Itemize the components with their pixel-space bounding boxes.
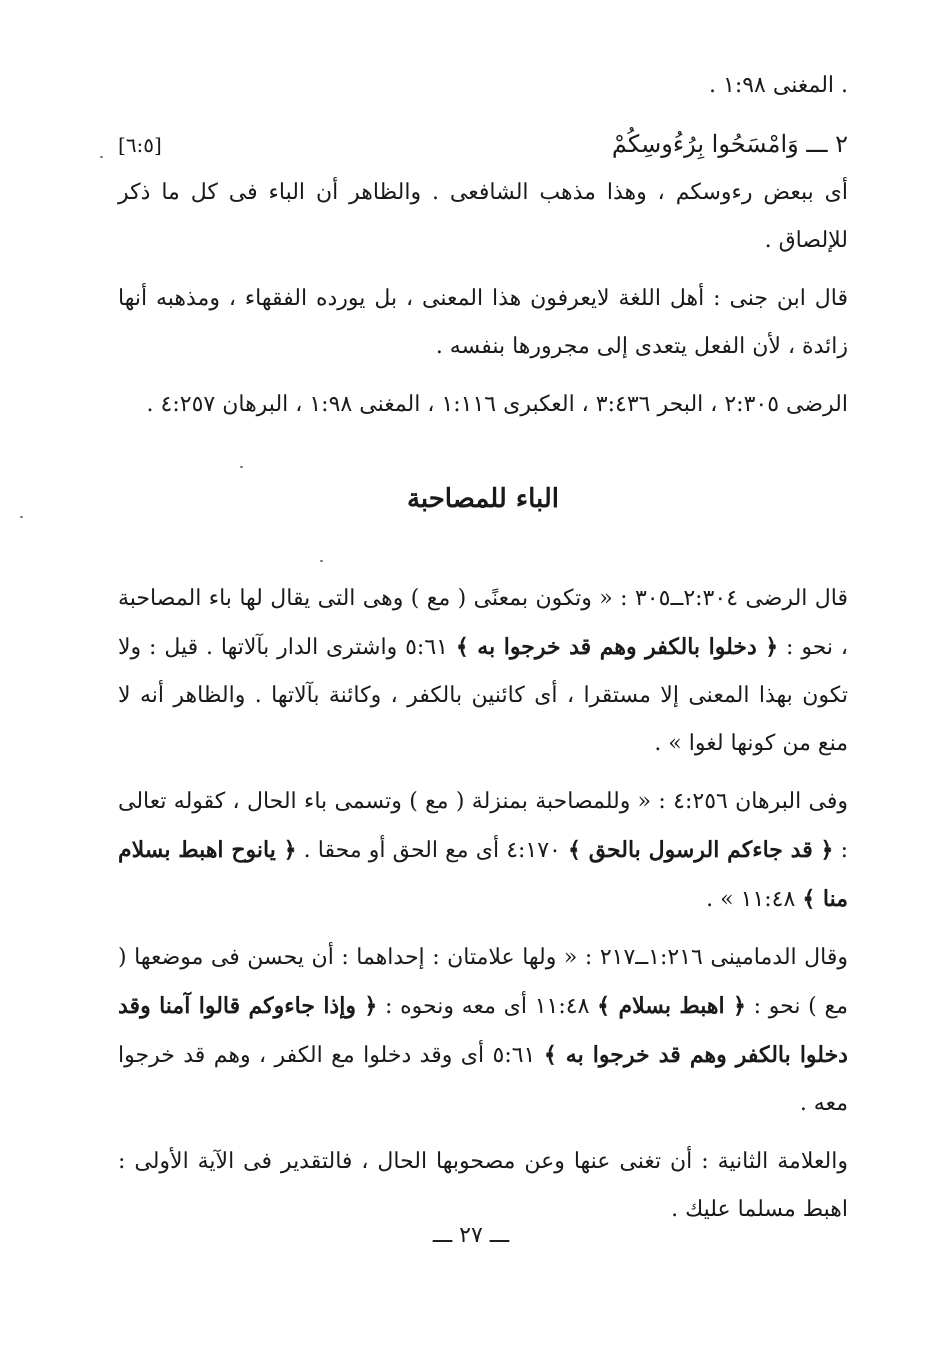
quran-quote: ﴿ اهبط بسلام ﴾ (597, 993, 746, 1019)
paragraph-burhan-part-c: ١١:٤٨ » . (706, 887, 803, 912)
quran-quote: ﴿ قد جاءكم الرسول بالحق ﴾ (568, 837, 834, 863)
paragraph-radi-part-b: ٥:٦١ واشترى الدار بآلاتها . قيل : ولا تكون بهذا المعنى إلا مستقرا ، أى كائنين بالكفر ، وكائنة بآلاتها . والظاهر أنه لا منع من كونها لغوا » . (118, 635, 848, 756)
verse-reference: [٦:٥] (118, 133, 162, 157)
section-heading: الباء للمصاحبة (406, 484, 560, 514)
page-body (118, 62, 848, 1244)
scan-speck (100, 156, 103, 158)
paragraph-damamini-part-b: ١١:٤٨ أى معه ونحوه : (377, 994, 598, 1019)
paragraph-damamini (118, 934, 848, 1128)
scan-speck (320, 560, 323, 562)
verse-text: ٢ ـــ وَامْسَحُوا بِرُءُوسِكُمْ (611, 130, 848, 158)
paragraph-sources: الرضى ٢:٣٠٥ ، البحر ٣:٤٣٦ ، العكبرى ١:١١٦ ، المغنى ١:٩٨ ، البرهان ٤:٢٥٧ . (146, 392, 848, 417)
paragraph-burhan-part-a: وفى البرهان ٤:٢٥٦ : « وللمصاحبة بمنزلة ( مع ) وتسمى باء الحال ، كقوله تعالى : (118, 789, 848, 863)
paragraph-ibn-jinni: قال ابن جنى : أهل اللغة لايعرفون هذا المعنى ، بل يورده الفقهاء ، ومذهبه أنها زائدة ، لأن الفعل يتعدى إلى مجرورها بنفسه . (118, 286, 848, 359)
quran-quote: ﴿ وإذا جاءوكم قالوا آمنا وقد دخلوا بالكفر وهم قد خرجوا به ﴾ (118, 993, 848, 1068)
paragraph-burhan-part-b: ٤:١٧٠ أى مع الحق أو محقا . (296, 838, 569, 863)
page-number: ـــ ٢٧ ـــ (432, 1223, 510, 1248)
paragraph-damamini-part-a: وقال الدمامينى ١:٢١٦ــ٢١٧ : « ولها علامتان : إحداهما : أن يحسن فى موضعها ( مع ) نحو : (118, 945, 848, 1019)
scan-speck (240, 466, 243, 468)
paragraph-radi-part-a: قال الرضى ٢:٣٠٤ــ٣٠٥ : « وتكون بمعنًى ( مع ) وهى التى يقال لها باء المصاحبة ، نحو : (118, 586, 849, 660)
paragraph-radi (118, 575, 848, 768)
quran-quote: ﴿ يانوح اهبط بسلام منا ﴾ (118, 837, 848, 912)
paragraph-damamini-part-c: ٥:٦١ أى وقد دخلوا مع الكفر ، وهم قد خرجوا معه . (118, 1043, 848, 1116)
footnote-reference-line: . المغنى ١:٩٨ . (709, 73, 848, 98)
paragraph-burhan (118, 778, 848, 924)
quran-quote: ﴿ دخلوا بالكفر وهم قد خرجوا به ﴾ (455, 634, 779, 660)
paragraph-second-sign: والعلامة الثانية : أن تغنى عنها وعن مصحوبها الحال ، فالتقدير فى الآية الأولى : اهبط مسلما عليك . (118, 1149, 848, 1222)
paragraph-explanation: أى ببعض رءوسكم ، وهذا مذهب الشافعى . والظاهر أن الباء فى كل ما ذكر للإلصاق . (118, 180, 848, 253)
verse-line (118, 120, 848, 169)
scan-speck (20, 516, 23, 518)
